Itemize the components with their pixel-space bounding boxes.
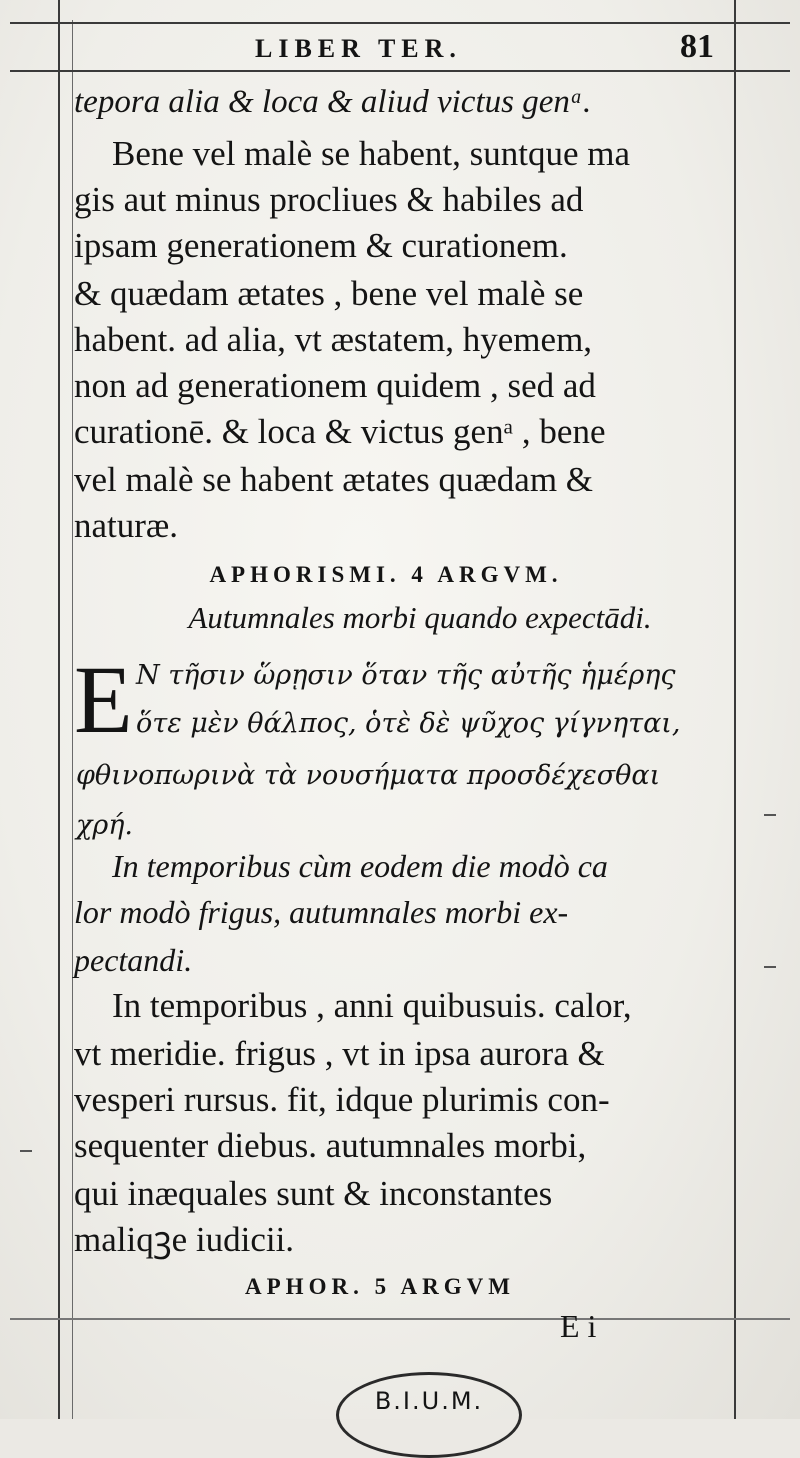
frame-bottom-rule	[10, 1318, 790, 1320]
body-line: habent. ad alia, vt æstatem, hyemem,	[74, 320, 593, 359]
drop-cap: E	[74, 646, 133, 753]
body-line: tepora alia & loca & aliud victus genᵃ.	[74, 84, 592, 120]
margin-mark	[20, 1150, 32, 1152]
stamp-text: B.I.U.M.	[374, 1387, 484, 1415]
greek-line: φθινοπωρινὰ τὰ νουσήματα προσδέχεσθαι	[76, 760, 661, 791]
frame-header-rule	[10, 70, 790, 72]
aphorism-caption: Autumnales morbi quando expectādi.	[188, 600, 652, 635]
page-header	[0, 26, 800, 66]
commentary-line: In temporibus , anni quibusuis. calor,	[112, 986, 632, 1025]
aphorism-heading: APHOR. 5 ARGVM	[245, 1274, 515, 1299]
margin-mark	[764, 814, 776, 816]
body-line: non ad generationem quidem , sed ad	[74, 366, 596, 405]
commentary-line: vesperi rursus. fit, idque plurimis con-	[74, 1080, 610, 1119]
latin-line: lor modò frigus, autumnales morbi ex-	[74, 894, 569, 930]
frame-top-rule	[10, 22, 790, 24]
commentary-line: sequenter diebus. autumnales morbi,	[74, 1126, 587, 1165]
greek-line: ὅτε μὲν θάλπος, ὁτὲ δὲ ψῦχος γίγνηται,	[136, 708, 681, 739]
library-stamp	[336, 1372, 522, 1458]
frame-right-rule	[734, 0, 736, 1419]
body-line: Bene vel malè se habent, suntque ma	[112, 134, 631, 173]
latin-line: In temporibus cùm eodem die modò ca	[112, 848, 608, 884]
frame-left-rule	[58, 0, 60, 1419]
body-line: ipsam generationem & curationem.	[74, 226, 568, 265]
commentary-line: vt meridie. frigus , vt in ipsa aurora &	[74, 1034, 605, 1073]
page-number: 81	[680, 28, 714, 65]
commentary-line: qui inæquales sunt & inconstantes	[74, 1174, 553, 1213]
running-title: LIBER TER.	[255, 34, 462, 63]
body-line: & quædam ætates , bene vel malè se	[74, 274, 584, 313]
body-line: gis aut minus procliues & habiles ad	[74, 180, 584, 219]
aphorism-heading: APHORISMI. 4 ARGVM.	[209, 562, 563, 587]
signature-mark: E i	[560, 1308, 597, 1344]
body-line: vel malè se habent ætates quædam &	[74, 460, 594, 499]
commentary-line: maliqꝫe iudicii.	[74, 1220, 295, 1259]
margin-mark	[764, 966, 776, 968]
frame-left-inner-rule	[72, 20, 73, 1419]
body-line: curationē. & loca & victus genᵃ , bene	[74, 412, 606, 451]
latin-line: pectandi.	[74, 942, 193, 978]
body-line: naturæ.	[74, 506, 179, 545]
greek-line: χρή.	[76, 810, 133, 841]
greek-line: N τῆσιν ὥρῃσιν ὅταν τῆς αὐτῆς ἡμέρης	[136, 660, 676, 691]
